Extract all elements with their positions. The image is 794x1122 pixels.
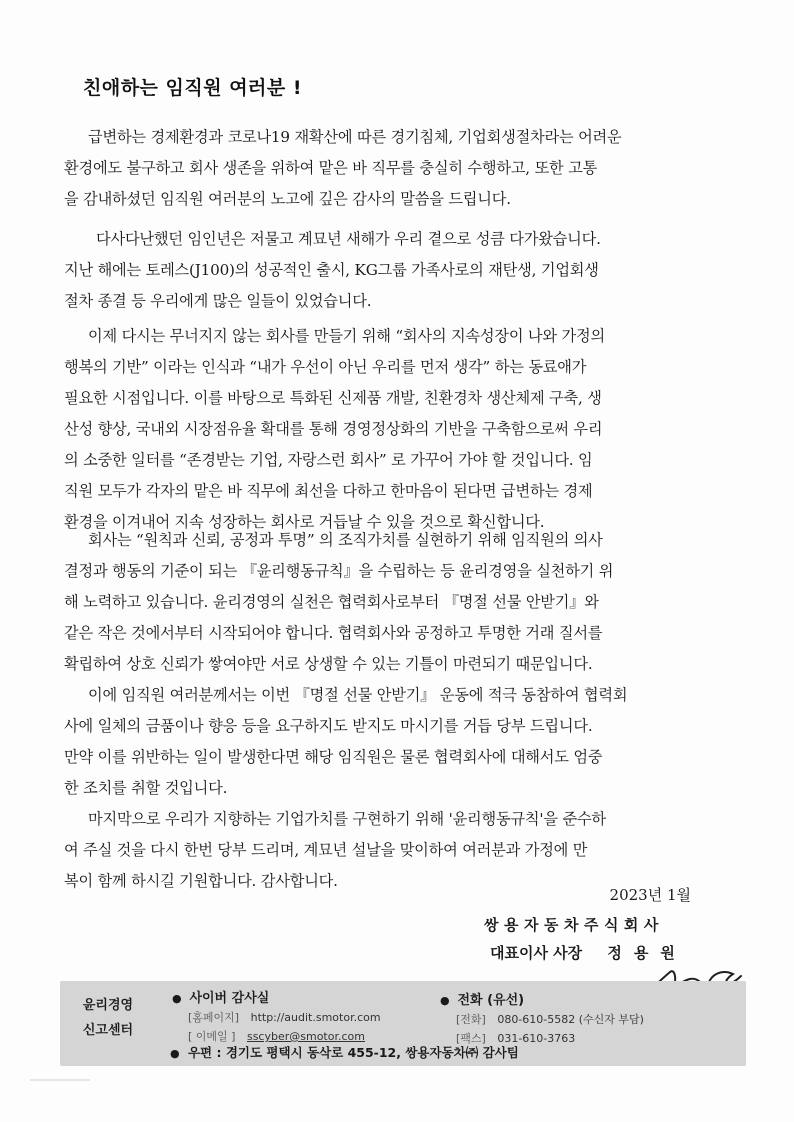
cyber-audit-heading: 사이버 감사실 (189, 991, 270, 1006)
paragraph-3 (64, 321, 724, 538)
paragraph-line: 만약 이를 위반하는 일이 발생한다면 해당 임직원은 물론 협력회사에 대해서도 엄중 (64, 748, 603, 766)
homepage-label: [홈페이지] (188, 1011, 240, 1024)
scan-artifact (30, 1079, 90, 1081)
homepage-row (188, 1009, 381, 1025)
paragraph-5 (64, 680, 724, 804)
paragraph-line: 직원 모두가 각자의 맡은 바 직무에 최선을 다하고 한마음이 된다면 급변하는 경제 (64, 482, 593, 500)
tel-row (456, 1011, 644, 1027)
paragraph-line: 회사는 “원칙과 신뢰, 공정과 투명” 의 조직가치를 실현하기 위해 임직원의 의사 (88, 531, 603, 549)
ceo-title: 대표이사 사장 (490, 944, 583, 962)
report-center-label-line1: 윤리경영 (82, 998, 134, 1013)
paragraph-line: 여 주실 것을 다시 한번 당부 드리며, 계묘년 설날을 맞이하여 여러분과 가정에 만 (64, 841, 588, 859)
report-center-label-line2: 신고센터 (82, 1023, 134, 1038)
phone-heading: 전화 (유선) (457, 993, 525, 1008)
paragraph-line: 지난 해에는 토레스(J100)의 성공적인 출시, KG그룹 가족사로의 재탄생, 기업회생 (64, 261, 599, 279)
paragraph-line: 환경을 이겨내어 지속 성장하는 회사로 거듭날 수 있을 것으로 확신합니다. (64, 513, 545, 531)
paragraph-line: 환경에도 불구하고 회사 생존을 위하여 맡은 바 직무를 충실히 수행하고, 또한 고통 (64, 159, 598, 177)
paragraph-line: 이제 다시는 무너지지 않는 회사를 만들기 위해 “회사의 지속성장이 나와 가정의 (88, 327, 605, 345)
bullet-icon: ● (172, 992, 182, 1005)
tel-label: [전화] (456, 1013, 486, 1026)
tel-value: 080-610-5582 (수신자 부담) (497, 1013, 644, 1026)
email-row (188, 1028, 381, 1044)
company-name: 쌍용자동차주식회사 (484, 916, 664, 934)
homepage-link[interactable]: http://audit.smotor.com (250, 1011, 381, 1024)
bullet-icon: ● (440, 994, 450, 1007)
paragraph-4 (64, 525, 724, 680)
phone-section (440, 989, 644, 1046)
letter-date: 2023년 1월 (609, 886, 691, 904)
page-title: 친애하는 임직원 여러분 ! (83, 77, 303, 99)
paragraph-line: 결정과 행동의 기준이 되는 『윤리행동규칙』을 수립하는 등 윤리경영을 실천하기 위 (64, 562, 614, 580)
paragraph-line: 한 조치를 취할 것입니다. (64, 779, 228, 797)
cyber-audit-section (172, 987, 381, 1044)
fax-label: [팩스] (456, 1032, 486, 1045)
paragraph-line: 필요한 시점입니다. 이를 바탕으로 특화된 신제품 개발, 친환경차 생산체제 구축, 생 (64, 389, 602, 407)
paragraph-line: 복이 함께 하시길 기원합니다. 감사합니다. (64, 872, 338, 890)
paragraph-line: 다사다난했던 임인년은 저물고 계묘년 새해가 우리 곁으로 성큼 다가왔습니다. (96, 230, 601, 248)
ethics-report-center-box (60, 981, 746, 1066)
paragraph-line: 산성 향상, 국내외 시장점유율 확대를 통해 경영정상화의 기반을 구축함으로써 우리 (64, 420, 603, 438)
paragraph-line: 행복의 기반” 이라는 인식과 “내가 우선이 아닌 우리를 먼저 생각” 하는 동료애가 (64, 358, 587, 376)
paragraph-line: 확립하여 상호 신뢰가 쌓여야만 서로 상생할 수 있는 기틀이 마련되기 때문입니다. (64, 655, 593, 673)
email-label: [ 이메일 ] (188, 1030, 236, 1043)
paragraph-line: 마지막으로 우리가 지향하는 기업가치를 구현하기 위해 '윤리행동규칙'을 준수하 (88, 810, 606, 828)
mail-address-value: 경기도 평택시 동삭로 455-12, 쌍용자동차㈜ 감사팀 (225, 1045, 519, 1060)
mail-address-label: 우편 : (187, 1045, 222, 1060)
paragraph-line: 절차 종결 등 우리에게 많은 일들이 있었습니다. (64, 292, 372, 310)
fax-value: 031-610-3763 (497, 1032, 576, 1045)
paragraph-line: 을 감내하셨던 임직원 여러분의 노고에 깊은 감사의 말씀을 드립니다. (64, 190, 511, 208)
email-link[interactable]: sscyber@smotor.com (246, 1030, 365, 1043)
ceo-name: 정용원 (607, 944, 687, 962)
paragraph-2 (64, 224, 724, 317)
paragraph-line: 해 노력하고 있습니다. 윤리경영의 실천은 협력회사로부터 『명절 선물 안받기』와 (64, 593, 599, 611)
bullet-icon: ● (170, 1047, 180, 1060)
paragraph-line: 사에 일체의 금품이나 향응 등을 요구하지도 받지도 마시기를 거듭 당부 드립니다. (64, 717, 593, 735)
report-center-label (72, 993, 144, 1043)
paragraph-line: 같은 작은 것에서부터 시작되어야 합니다. 협력회사와 공정하고 투명한 거래 질서를 (64, 624, 603, 642)
paragraph-line: 의 소중한 일터를 “존경받는 기업, 자랑스런 회사” 로 가꾸어 가야 할 것입니다. 임 (64, 451, 593, 469)
mail-address-row (170, 1043, 519, 1061)
paragraph-1 (64, 122, 724, 215)
paragraph-line: 급변하는 경제환경과 코로나19 재확산에 따른 경기침체, 기업회생절차라는 어려운 (88, 128, 622, 146)
paragraph-line: 이에 임직원 여러분께서는 이번 『명절 선물 안받기』 운동에 적극 동참하여 협력회 (88, 686, 628, 704)
